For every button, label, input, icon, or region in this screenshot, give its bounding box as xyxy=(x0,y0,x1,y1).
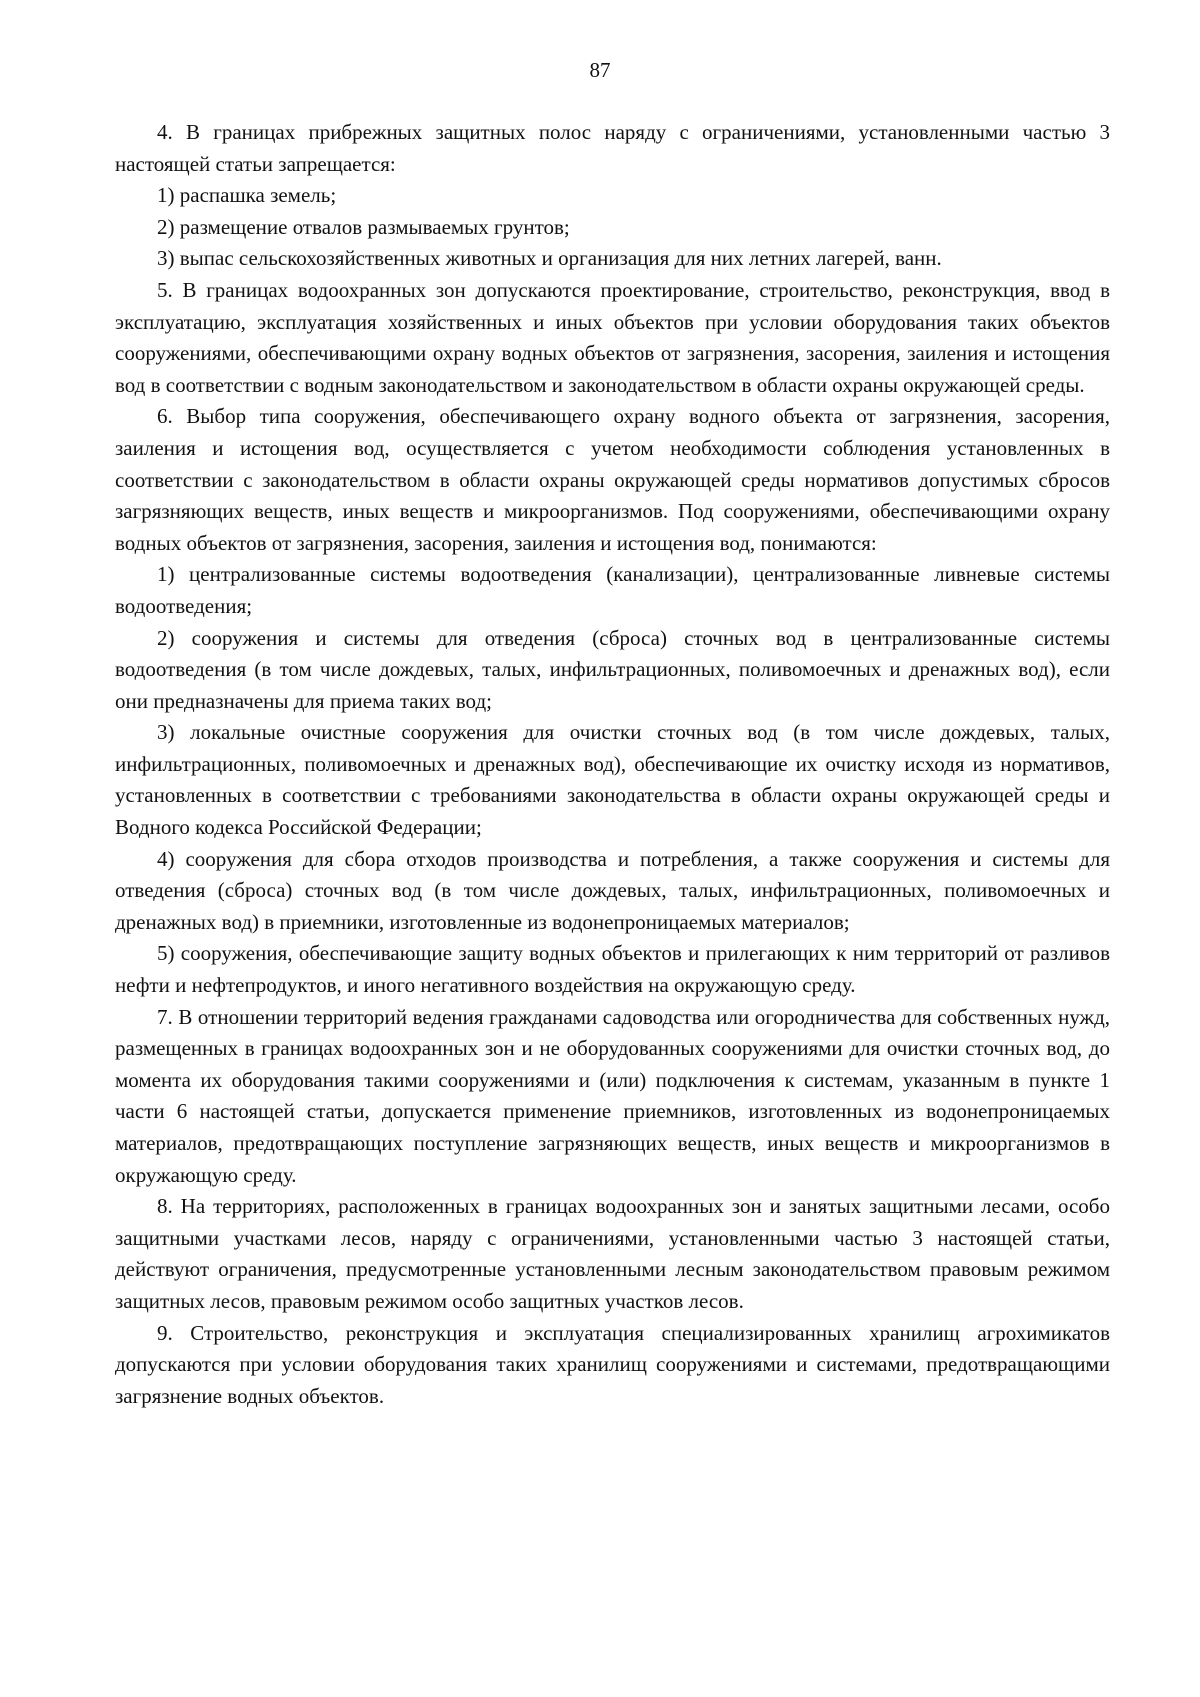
paragraph-6-item-4: 4) сооружения для сбора отходов производства и потребления, а также сооружения и системы для отведения (сброса) сточных вод (в том числе дождевых, талых, инфильтрационных, поливомоечных и дренажных вод) в приемники, изготовленные из водонепроницаемых материалов; xyxy=(115,846,1110,934)
paragraph-6-item-5: 5) сооружения, обеспечивающие защиту водных объектов и прилегающих к ним территорий от разливов нефти и нефтепродуктов, и иного негативного воздействия на окружающую среду. xyxy=(115,941,1110,998)
paragraph-9: 9. Строительство, реконструкция и эксплуатация специализированных хранилищ агрохимикатов допускаются при условии оборудования таких хранилищ сооружениями и системами, предотвращающими загрязнение водных объектов. xyxy=(115,1320,1110,1408)
paragraph-4-item-1: 1) распашка земель; xyxy=(157,183,337,208)
document-body xyxy=(115,117,1110,1412)
page-number: 87 xyxy=(589,58,611,82)
paragraph-5: 5. В границах водоохранных зон допускаются проектирование, строительство, реконструкция, ввод в эксплуатацию, эксплуатация хозяйственных и иных объектов при условии оборудования таких объектов сооружениями, обеспечивающими охрану водных объектов от загрязнения, засорения, заиления и истощения вод в соответствии с водным законодательством и законодательством в области охраны окружающей среды. xyxy=(115,277,1110,397)
paragraph-4-item-3: 3) выпас сельскохозяйственных животных и организация для них летних лагерей, ванн. xyxy=(157,246,942,271)
paragraph-4: 4. В границах прибрежных защитных полос наряду с ограничениями, установленными частью 3 настоящей статьи запрещается: xyxy=(115,120,1110,176)
paragraph-4-item-2: 2) размещение отвалов размываемых грунтов; xyxy=(157,214,570,239)
paragraph-6-item-3: 3) локальные очистные сооружения для очистки сточных вод (в том числе дождевых, талых, инфильтрационных, поливомоечных и дренажных вод), обеспечивающие их очистку исходя из нормативов, установленных в соответствии с требованиями законодательства в области охраны окружающей среды и Водного кодекса Российской Федерации; xyxy=(115,720,1110,840)
paragraph-6: 6. Выбор типа сооружения, обеспечивающего охрану водного объекта от загрязнения, засорения, заиления и истощения вод, осуществляется с учетом необходимости соблюдения установленных в соответствии с законодательством в области охраны окружающей среды нормативов допустимых сбросов загрязняющих веществ, иных веществ и микроорганизмов. Под сооружениями, обеспечивающими охрану водных объектов от загрязнения, засорения, заиления и истощения вод, понимаются: xyxy=(115,404,1110,555)
paragraph-7: 7. В отношении территорий ведения гражданами садоводства или огородничества для собственных нужд, размещенных в границах водоохранных зон и не оборудованных сооружениями для очистки сточных вод, до момента их оборудования такими сооружениями и (или) подключения к системам, указанным в пункте 1 части 6 настоящей статьи, допускается применение приемников, изготовленных из водонепроницаемых материалов, предотвращающих поступление загрязняющих веществ, иных веществ и микроорганизмов в окружающую среду. xyxy=(115,1004,1110,1187)
paragraph-8: 8. На территориях, расположенных в границах водоохранных зон и занятых защитными лесами, особо защитными участками лесов, наряду с ограничениями, установленными частью 3 настоящей статьи, действуют ограничения, предусмотренные установленными лесным законодательством правовым режимом защитных лесов, правовым режимом особо защитных участков лесов. xyxy=(115,1194,1110,1313)
paragraph-6-item-2: 2) сооружения и системы для отведения (сброса) сточных вод в централизованные системы водоотведения (в том числе дождевых, талых, инфильтрационных, поливомоечных и дренажных вод), если они предназначены для приема таких вод; xyxy=(115,625,1110,713)
paragraph-6-item-1: 1) централизованные системы водоотведения (канализации), централизованные ливневые системы водоотведения; xyxy=(115,562,1110,618)
